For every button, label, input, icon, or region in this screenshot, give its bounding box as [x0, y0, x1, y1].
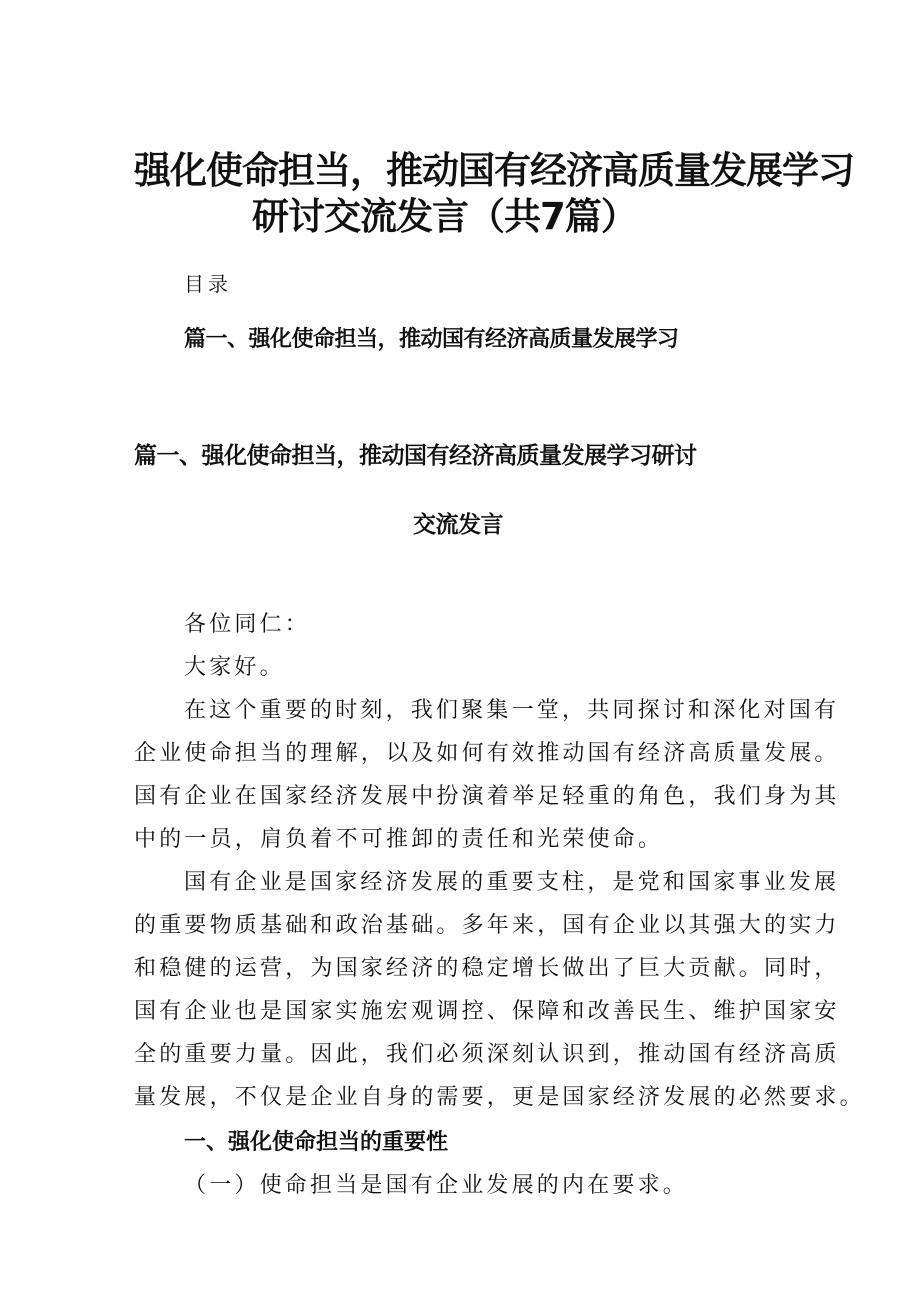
subsection-1-heading: （一）使命担当是国有企业发展的内在要求。 [184, 1173, 689, 1198]
salutation: 各位同仁： [184, 612, 311, 637]
section-1-heading: 一、强化使命担当的重要性 [184, 1130, 449, 1155]
paragraph-2-line-5: 全的重要力量。因此，我们必须深刻认识到，推动国有经济高质 [134, 1042, 840, 1067]
toc-entry-1[interactable]: 篇一、强化使命担当，推动国有经济高质量发展学习 [184, 327, 679, 352]
document-title-line-2: 研讨交流发言（共7篇） [252, 195, 637, 238]
paragraph-2-line-1: 国有企业是国家经济发展的重要支柱，是党和国家事业发展 [184, 870, 840, 895]
paragraph-2-line-3: 和稳健的运营，为国家经济的稳定增长做出了巨大贡献。同时， [134, 956, 840, 981]
paragraph-2-line-2: 的重要物质基础和政治基础。多年来，国有企业以其强大的实力 [134, 913, 840, 938]
toc-heading: 目录 [184, 272, 232, 296]
paragraph-1-line-2: 企业使命担当的理解，以及如何有效推动国有经济高质量发展。 [134, 741, 840, 766]
article-title-line-1: 篇一、强化使命担当，推动国有经济高质量发展学习研讨 [134, 443, 697, 469]
greeting: 大家好。 [184, 655, 285, 680]
paragraph-1-line-4: 中的一员，肩负着不可推卸的责任和光荣使命。 [134, 827, 664, 852]
paragraph-1-line-3: 国有企业在国家经济发展中扮演着举足轻重的角色，我们身为其 [134, 784, 840, 809]
document-title-line-1: 强化使命担当，推动国有经济高质量发展学习 [134, 149, 854, 192]
paragraph-2-line-6: 量发展，不仅是企业自身的需要，更是国家经济发展的必然要求。 [134, 1085, 865, 1110]
article-title-line-2: 交流发言 [413, 512, 503, 538]
paragraph-2-line-4: 国有企业也是国家实施宏观调控、保障和改善民生、维护国家安 [134, 999, 840, 1024]
paragraph-1-line-1: 在这个重要的时刻，我们聚集一堂，共同探讨和深化对国有 [184, 698, 840, 723]
